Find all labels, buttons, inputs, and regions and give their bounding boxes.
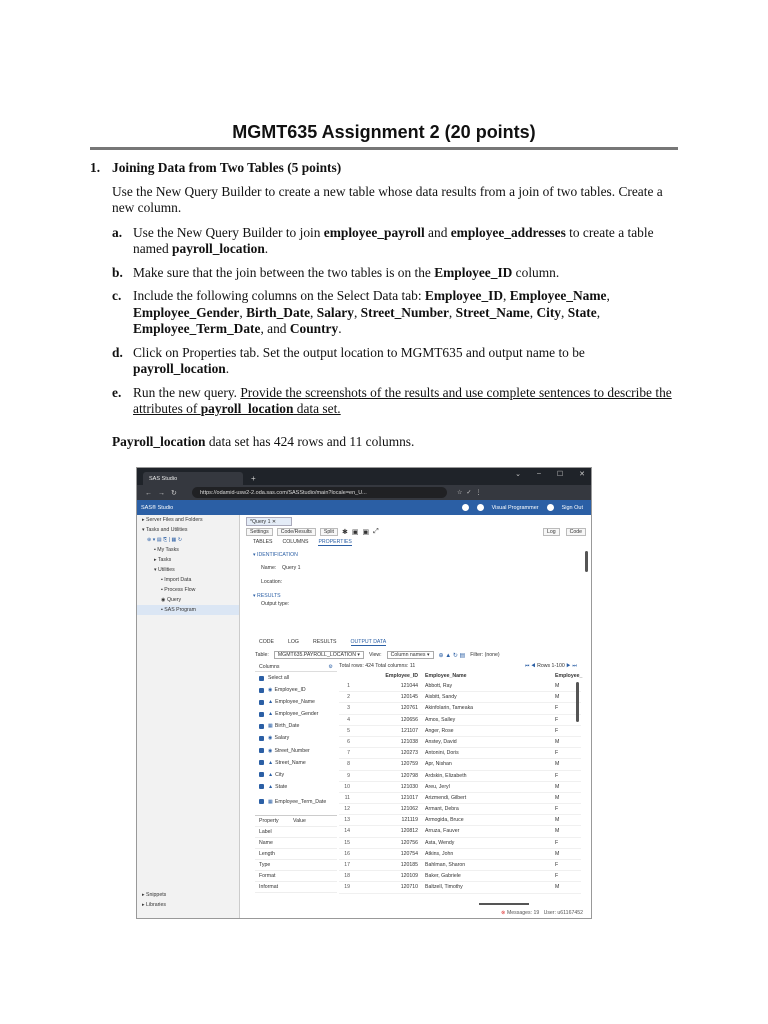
cell-employee-name: Apr, Nishan xyxy=(425,761,452,768)
table-row[interactable] xyxy=(339,782,581,793)
item-text: Make sure that the join between the two tables is on the Employee_ID column. xyxy=(133,264,560,280)
table-row[interactable] xyxy=(339,737,581,748)
table-row[interactable] xyxy=(339,871,581,882)
cell-employee-gender: F xyxy=(555,806,559,813)
table-row[interactable] xyxy=(339,838,581,849)
cell-employee-name: Atkins, John xyxy=(425,850,454,857)
nav-libraries[interactable]: ▸ Libraries xyxy=(142,902,166,908)
row-number: 3 xyxy=(347,705,350,712)
row-number: 1 xyxy=(347,683,350,689)
property-header: Property Value xyxy=(255,816,337,827)
property-row: Name xyxy=(255,838,337,849)
nav-process[interactable]: ▪ Process Flow xyxy=(161,587,196,593)
app-name: SAS® Studio xyxy=(141,504,174,511)
cell-employee-id: 121062 xyxy=(400,806,418,813)
nav-sasprogram[interactable]: ▪ SAS Program xyxy=(137,605,239,615)
columns-panel xyxy=(255,662,337,910)
table-row[interactable] xyxy=(339,815,581,826)
tab-columns[interactable]: COLUMNS xyxy=(282,539,309,545)
column-item[interactable]: ◉ Salary xyxy=(255,732,337,744)
cell-employee-gender: F xyxy=(555,873,559,880)
row-number: 10 xyxy=(344,783,350,790)
cell-employee-name: Antonini, Doris xyxy=(425,750,459,757)
cell-employee-name: Ardskin, Elizabeth xyxy=(425,772,467,779)
url-field[interactable]: https://odamid-usw2-2.oda.sas.com/SASStudio/main?locale=en_U... xyxy=(192,487,447,498)
properties-scrollbar[interactable] xyxy=(585,551,588,572)
nav-tasks[interactable]: ▸ Tasks xyxy=(154,557,172,563)
property-row: Format xyxy=(255,871,337,882)
cell-employee-id: 120145 xyxy=(400,694,418,701)
column-item[interactable]: ▲ Street_Name xyxy=(255,757,337,769)
cell-employee-name: Akinfolarin, Tameaka xyxy=(425,705,474,712)
new-icon[interactable] xyxy=(477,504,484,511)
table-action-icons[interactable]: ⊕ ▲ ↻ ▤ xyxy=(438,652,466,659)
address-bar xyxy=(137,485,591,500)
tab-log[interactable]: LOG xyxy=(288,639,299,645)
item-b xyxy=(112,265,680,282)
cell-employee-gender: F xyxy=(555,862,559,868)
cell-employee-gender: M xyxy=(555,694,560,701)
column-item[interactable]: ◉ Employee_ID xyxy=(255,684,337,696)
results-section[interactable]: ▾ RESULTS xyxy=(253,593,281,599)
minimize-icon[interactable]: – xyxy=(536,470,541,477)
header-employee-id[interactable]: Employee_ID xyxy=(385,673,418,679)
header-employee-gender[interactable]: Employee_ xyxy=(555,673,583,679)
view-select[interactable]: Column names ▾ xyxy=(387,651,434,659)
extension-icons[interactable]: ☆✓⋮ xyxy=(457,490,486,496)
cell-employee-name: Anstey, David xyxy=(425,738,457,745)
row-number: 12 xyxy=(344,806,350,813)
filter-button[interactable]: Filter: (none) xyxy=(470,652,500,658)
grid-scrollbar[interactable] xyxy=(576,682,579,722)
column-item[interactable]: ▲ State xyxy=(255,781,337,793)
cell-employee-id: 120798 xyxy=(400,772,418,779)
cell-employee-id: 120656 xyxy=(400,716,418,723)
row-number: 15 xyxy=(344,839,350,846)
property-row: Label xyxy=(255,827,337,838)
nav-import[interactable]: ▪ Import Data xyxy=(161,577,192,583)
cell-employee-name: Bahlman, Sharon xyxy=(425,862,466,868)
location-field: Location: xyxy=(261,579,283,585)
rows-range[interactable]: ⏮ ◀ Rows 1-100 ▶ ⏭ xyxy=(524,663,577,669)
cell-employee-id: 120273 xyxy=(400,750,418,757)
cell-employee-id: 120761 xyxy=(400,705,418,712)
window-controls xyxy=(515,470,585,478)
browser-tabbar xyxy=(137,468,591,485)
table-row[interactable] xyxy=(339,826,581,837)
cell-employee-gender: F xyxy=(555,772,559,779)
maximize-icon[interactable]: ☐ xyxy=(556,471,564,478)
column-item[interactable]: Select all xyxy=(255,672,337,684)
table-row[interactable] xyxy=(339,771,581,782)
table-row[interactable] xyxy=(339,860,581,871)
item-label: d. xyxy=(112,344,123,360)
cell-employee-name: Areu, Jeryl xyxy=(425,783,450,790)
table-row[interactable] xyxy=(339,804,581,815)
cell-employee-gender: M xyxy=(555,817,560,824)
nav-query[interactable]: ◉ Query xyxy=(161,597,182,603)
signout-link[interactable]: Sign Out xyxy=(561,504,583,511)
help-icon[interactable] xyxy=(547,504,554,511)
mode-selector[interactable]: Visual Programmer xyxy=(491,504,539,511)
run-icon[interactable]: ✱ xyxy=(341,529,348,536)
table-row[interactable] xyxy=(339,692,581,703)
page-title: MGMT635 Assignment 2 (20 points) xyxy=(232,122,536,142)
cell-employee-name: Aisbitt, Sandy xyxy=(425,694,457,701)
table-label: Table: xyxy=(255,652,269,658)
cell-employee-id: 121107 xyxy=(401,727,418,734)
code-button[interactable]: Code xyxy=(566,528,586,536)
property-row: Length xyxy=(255,849,337,860)
answer-paragraph: Payroll_location data set has 424 rows and 11 columns. xyxy=(112,433,415,449)
split-button[interactable]: Split xyxy=(320,528,338,536)
section-number: 1. xyxy=(90,160,101,175)
cell-employee-name: Armogida, Bruce xyxy=(425,817,464,824)
browser-tab[interactable]: SAS Studio xyxy=(143,472,243,485)
cell-employee-name: Armant, Debra xyxy=(425,806,459,813)
document-body xyxy=(90,160,680,450)
row-number: 13 xyxy=(344,817,350,824)
nav-server[interactable]: ▸ Server Files and Folders xyxy=(142,517,203,523)
cell-employee-name: Amos, Salley xyxy=(425,716,456,723)
columns-header: Columns ⚙ xyxy=(255,662,337,672)
cell-employee-gender: F xyxy=(555,727,559,734)
item-label: e. xyxy=(112,384,122,400)
item-d xyxy=(112,345,680,378)
code-results-button[interactable]: Code/Results xyxy=(277,528,316,536)
nav-utilities[interactable]: ▾ Utilities xyxy=(154,567,175,573)
table-row[interactable] xyxy=(339,793,581,804)
item-label: a. xyxy=(112,224,123,240)
cell-employee-name: Arruza, Fauver xyxy=(425,828,460,835)
table-row[interactable] xyxy=(339,882,581,893)
row-number: 16 xyxy=(344,850,350,857)
saveas-icon[interactable]: ▣ xyxy=(362,529,370,536)
new-tab-icon[interactable]: + xyxy=(251,474,256,483)
cell-employee-gender: M xyxy=(555,828,560,835)
output-tabs xyxy=(259,639,386,646)
item-text: Include the following columns on the Select Data tab: Employee_ID, Employee_Name, Employee_Gender, Birth_Date, Salary, Street_Number, Street_Name, City, State, Employee_Term_Date, and Country. xyxy=(133,288,610,336)
section-title: Joining Data from Two Tables (5 points) xyxy=(112,160,342,175)
table-row[interactable] xyxy=(339,748,581,759)
row-number: 17 xyxy=(344,862,350,868)
row-number: 9 xyxy=(347,772,350,779)
cell-employee-id: 120812 xyxy=(400,828,418,835)
close-icon[interactable]: ✕ xyxy=(579,471,585,478)
column-item[interactable]: ▲ Employee_Name xyxy=(255,696,337,708)
messages-icon[interactable]: ⊗ xyxy=(501,910,506,916)
row-number: 7 xyxy=(347,750,350,757)
row-number: 8 xyxy=(347,761,350,768)
cell-employee-gender: F xyxy=(555,839,559,846)
table-row[interactable] xyxy=(339,703,581,714)
cell-employee-id: 121044 xyxy=(400,683,418,689)
column-item[interactable]: ▲ Employee_Gender xyxy=(255,708,337,720)
grid-body xyxy=(339,681,581,894)
row-number: 11 xyxy=(344,794,350,801)
cell-employee-id: 121038 xyxy=(400,738,418,745)
expand-icon[interactable]: ⤢ xyxy=(373,528,379,535)
cell-employee-name: Abbott, Ray xyxy=(425,683,453,689)
section-heading xyxy=(90,160,680,177)
cell-employee-name: Anger, Rose xyxy=(425,727,454,734)
grid-hscrollbar[interactable] xyxy=(479,903,529,905)
navigation-pane xyxy=(137,515,240,918)
table-row[interactable] xyxy=(339,681,581,692)
item-label: b. xyxy=(112,264,123,280)
column-item[interactable]: ▦ Birth_Date xyxy=(255,720,337,732)
messages-count[interactable]: Messages: 19 xyxy=(506,910,540,916)
item-e xyxy=(112,385,680,418)
column-item[interactable]: ▦ Employee_Term_Date xyxy=(255,793,337,811)
cell-employee-gender: M xyxy=(555,794,560,801)
title-rule xyxy=(90,147,678,150)
view-label: View: xyxy=(369,652,382,658)
query-tab[interactable]: *Query 1 ✕ xyxy=(246,517,292,526)
column-item[interactable]: ◉ Street_Number xyxy=(255,745,337,757)
tab-output-data[interactable]: OUTPUT DATA xyxy=(350,639,387,645)
property-row: Informat xyxy=(255,882,337,893)
cell-employee-gender: M xyxy=(555,683,560,689)
item-c xyxy=(112,288,680,338)
table-row[interactable] xyxy=(339,849,581,860)
table-row[interactable] xyxy=(339,726,581,737)
query-toolbar xyxy=(246,528,379,536)
log-button[interactable]: Log xyxy=(543,528,560,536)
cell-employee-gender: F xyxy=(555,705,559,712)
cell-employee-gender: M xyxy=(555,850,560,857)
table-row[interactable] xyxy=(339,715,581,726)
column-item[interactable]: ▲ City xyxy=(255,769,337,781)
cell-employee-id: 120754 xyxy=(400,850,418,857)
cell-employee-gender: F xyxy=(555,716,559,723)
cell-employee-gender: M xyxy=(555,761,560,768)
user-id: User: u61167452 xyxy=(543,910,583,916)
cell-employee-id: 120109 xyxy=(400,873,418,880)
cell-employee-name: Baltzell, Timothy xyxy=(425,884,463,891)
sas-header xyxy=(137,500,591,515)
nav-mytasks[interactable]: ▪ My Tasks xyxy=(154,547,179,553)
row-number: 18 xyxy=(344,873,350,880)
tab-code[interactable]: CODE xyxy=(259,639,274,645)
item-text: Run the new query. Provide the screenshots of the results and use complete sentences to describe the attributes of payroll_location data set. xyxy=(133,384,672,416)
nav-snippets[interactable]: ▸ Snippets xyxy=(142,892,167,898)
row-number: 6 xyxy=(347,738,350,745)
item-text: Use the New Query Builder to join employee_payroll and employee_addresses to create a table named payroll_location. xyxy=(133,224,654,256)
row-number: 4 xyxy=(347,716,350,723)
query-subtabs xyxy=(253,539,352,546)
identification-section[interactable]: ▾ IDENTIFICATION xyxy=(253,552,298,558)
row-number: 2 xyxy=(347,694,350,701)
chevron-down-icon[interactable]: ⌄ xyxy=(515,471,521,478)
row-number: 19 xyxy=(344,884,350,891)
item-text: Click on Properties tab. Set the output location to MGMT635 and output name to be payroll_location. xyxy=(133,344,585,376)
search-icon[interactable] xyxy=(462,504,469,511)
row-number: 14 xyxy=(344,828,350,835)
nav-toolbar: ⊕ ▾ ▤ ⎘ | ▦ ↻ xyxy=(147,537,183,543)
sas-studio-screenshot xyxy=(136,467,592,919)
cell-employee-name: Baker, Gabriele xyxy=(425,873,461,880)
output-data-grid xyxy=(339,662,581,902)
status-bar xyxy=(241,908,591,918)
property-row: Type xyxy=(255,860,337,871)
table-toolbar xyxy=(255,651,585,659)
table-row[interactable] xyxy=(339,759,581,770)
cell-employee-id: 121017 xyxy=(400,794,418,801)
work-area xyxy=(241,515,591,918)
cell-employee-name: Arizmendi, Gilbert xyxy=(425,794,467,801)
name-field: Name: Query 1 xyxy=(261,565,301,571)
tab-tables[interactable]: TABLES xyxy=(253,539,273,545)
settings-button[interactable]: Settings xyxy=(246,528,273,536)
property-table xyxy=(255,815,337,893)
nav-tasks-utilities[interactable]: ▾ Tasks and Utilities xyxy=(142,527,188,533)
item-a xyxy=(112,225,680,258)
cell-employee-id: 120185 xyxy=(400,862,418,868)
grid-info xyxy=(339,662,581,671)
toolbar-right xyxy=(543,528,586,536)
cell-employee-gender: M xyxy=(555,884,560,891)
table-select[interactable]: MGMT635.PAYROLL_LOCATION ▾ xyxy=(274,651,364,659)
cell-employee-id: 121119 xyxy=(401,817,418,824)
cell-employee-name: Asta, Wendy xyxy=(425,839,455,846)
cell-employee-id: 120756 xyxy=(400,839,418,846)
tab-properties[interactable]: PROPERTIES xyxy=(318,539,352,545)
row-number: 5 xyxy=(347,727,350,734)
cell-employee-id: 120759 xyxy=(400,761,418,768)
output-type-field: Output type: xyxy=(261,601,290,607)
cell-employee-id: 121030 xyxy=(400,783,418,790)
item-label: c. xyxy=(112,288,122,303)
nav-arrows-icon[interactable]: ←→↻ xyxy=(145,489,183,497)
grid-header xyxy=(339,671,581,681)
header-employee-name[interactable]: Employee_Name xyxy=(425,673,467,679)
tab-results[interactable]: RESULTS xyxy=(312,639,337,645)
cell-employee-gender: F xyxy=(555,750,559,757)
totals-text: Total rows: 424 Total columns: 11 xyxy=(339,663,416,669)
intro-paragraph: Use the New Query Builder to create a new table whose data results from a join of two tables. Create a new column. xyxy=(112,183,663,215)
cell-employee-id: 120710 xyxy=(400,884,418,891)
cell-employee-gender: M xyxy=(555,738,560,745)
cell-employee-gender: M xyxy=(555,783,560,790)
save-icon[interactable]: ▣ xyxy=(351,529,359,536)
